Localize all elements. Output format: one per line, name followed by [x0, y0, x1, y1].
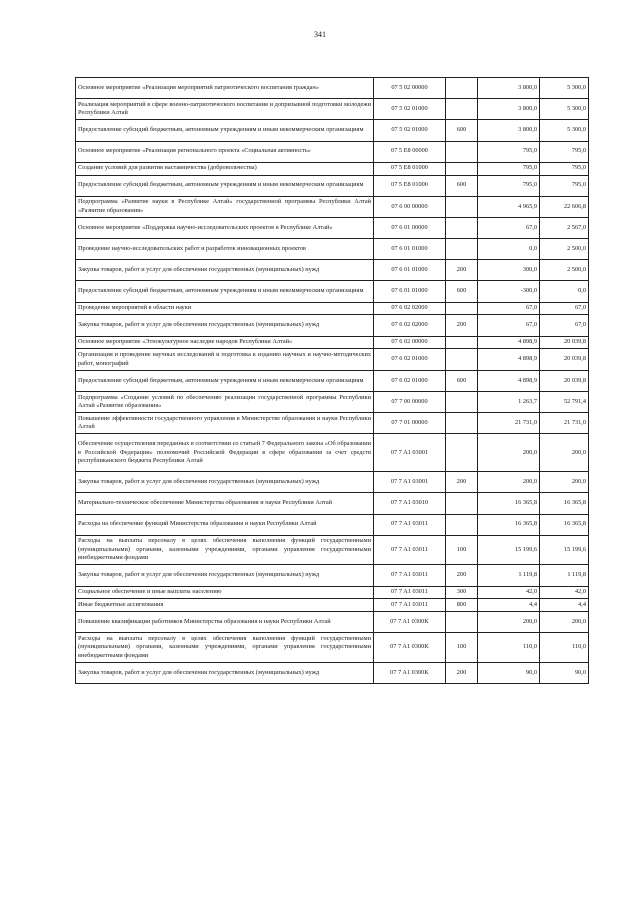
table-row [76, 336, 589, 349]
row-code-cell: 07 7 A1 03011 [374, 599, 446, 612]
row-expense-type-cell: 200 [446, 565, 478, 586]
row-sum-2020-cell: 300,0 [478, 260, 540, 281]
table-row [76, 565, 589, 586]
table-row [76, 315, 589, 336]
row-sum-2021-cell: 52 791,4 [540, 391, 589, 412]
table-row [76, 514, 589, 535]
table-row [76, 370, 589, 391]
row-sum-2020-cell: 795,0 [478, 175, 540, 196]
row-expense-type-cell [446, 78, 478, 99]
row-name-cell: Проведение мероприятий в области науки [76, 302, 374, 315]
row-expense-type-cell [446, 217, 478, 238]
row-sum-2021-cell: 1 119,8 [540, 565, 589, 586]
row-sum-2020-cell: 42,0 [478, 586, 540, 599]
row-sum-2020-cell: 1 263,7 [478, 391, 540, 412]
row-sum-2021-cell: 5 300,0 [540, 99, 589, 120]
row-code-cell: 07 7 A1 03011 [374, 565, 446, 586]
row-sum-2020-cell: 15 199,6 [478, 535, 540, 565]
row-code-cell: 07 7 A1 03011 [374, 514, 446, 535]
row-sum-2021-cell: 5 300,0 [540, 120, 589, 141]
row-expense-type-cell: 800 [446, 599, 478, 612]
row-name-cell: Подпрограмма «Развитие науки в Республике Алтай» государственной программы Республики Алтай «Развитие образования» [76, 196, 374, 217]
row-expense-type-cell: 600 [446, 175, 478, 196]
row-sum-2021-cell: 67,0 [540, 315, 589, 336]
row-code-cell: 07 6 02 01000 [374, 349, 446, 370]
row-expense-type-cell: 200 [446, 472, 478, 493]
budget-table [75, 77, 589, 684]
row-code-cell: 07 7 A1 03011 [374, 586, 446, 599]
row-expense-type-cell [446, 336, 478, 349]
row-code-cell: 07 7 A1 0300K [374, 662, 446, 683]
table-row [76, 472, 589, 493]
row-name-cell: Закупка товаров, работ и услуг для обеспечения государственных (муниципальных) нужд [76, 472, 374, 493]
row-name-cell: Основное мероприятие «Поддержка научно-исследовательских проектов в Республике Алтай» [76, 217, 374, 238]
row-expense-type-cell: 600 [446, 120, 478, 141]
row-sum-2021-cell: 15 199,6 [540, 535, 589, 565]
row-expense-type-cell: 100 [446, 535, 478, 565]
table-row [76, 217, 589, 238]
table-row [76, 434, 589, 472]
row-sum-2020-cell: 67,0 [478, 217, 540, 238]
row-sum-2021-cell: 200,0 [540, 472, 589, 493]
row-expense-type-cell [446, 413, 478, 434]
row-sum-2021-cell: 0,0 [540, 281, 589, 302]
row-sum-2020-cell: 3 800,0 [478, 78, 540, 99]
table-row [76, 78, 589, 99]
row-code-cell: 07 6 02 01000 [374, 370, 446, 391]
row-code-cell: 07 6 01 01000 [374, 281, 446, 302]
row-sum-2020-cell: 67,0 [478, 315, 540, 336]
row-code-cell: 07 7 A1 03011 [374, 535, 446, 565]
row-sum-2021-cell: 2 567,0 [540, 217, 589, 238]
table-row [76, 120, 589, 141]
row-sum-2021-cell: 16 365,8 [540, 514, 589, 535]
row-expense-type-cell: 200 [446, 260, 478, 281]
row-sum-2020-cell: 200,0 [478, 612, 540, 633]
row-expense-type-cell [446, 302, 478, 315]
row-code-cell: 07 6 02 00000 [374, 336, 446, 349]
row-code-cell: 07 6 01 00000 [374, 217, 446, 238]
row-name-cell: Расходы на выплаты персоналу в целях обеспечения выполнения функций государственными (муниципальными) органами, казенными учреждениями, органами управления государственными внебюджетными фондами [76, 535, 374, 565]
row-sum-2020-cell: 4 898,9 [478, 336, 540, 349]
row-name-cell: Основное мероприятие «Реализация регионального проекта «Социальная активность» [76, 141, 374, 162]
table-row [76, 586, 589, 599]
row-name-cell: Закупка товаров, работ и услуг для обеспечения государственных (муниципальных) нужд [76, 565, 374, 586]
page-number: 341 [314, 30, 326, 39]
row-name-cell: Организация и проведение научных исследований и подготовка к изданию научных и научно-методических работ, монографий [76, 349, 374, 370]
table-row [76, 99, 589, 120]
row-sum-2021-cell: 16 365,8 [540, 493, 589, 514]
row-code-cell: 07 5 E8 01000 [374, 175, 446, 196]
row-sum-2020-cell: 795,0 [478, 141, 540, 162]
row-name-cell: Предоставление субсидий бюджетным, автономным учреждениям и иным некоммерческим организациям [76, 370, 374, 391]
row-sum-2020-cell: 4 898,9 [478, 349, 540, 370]
row-sum-2021-cell: 795,0 [540, 175, 589, 196]
table-row [76, 612, 589, 633]
row-name-cell: Обеспечение осуществления переданных в соответствии со статьей 7 Федерального закона «Об образовании в Российской Федерации» полномочий Российской Федерации в сфере образования за счет средств республиканского бюджета Республики Алтай [76, 434, 374, 472]
table-row [76, 493, 589, 514]
row-name-cell: Основное мероприятие «Реализация мероприятий патриотического воспитания граждан» [76, 78, 374, 99]
table-row [76, 196, 589, 217]
row-name-cell: Предоставление субсидий бюджетным, автономным учреждениям и иным некоммерческим организациям [76, 281, 374, 302]
row-name-cell: Повышение квалификации работников Министерства образования и науки Республики Алтай [76, 612, 374, 633]
row-sum-2021-cell: 20 039,8 [540, 349, 589, 370]
row-sum-2021-cell: 90,0 [540, 662, 589, 683]
row-code-cell: 07 6 02 02000 [374, 302, 446, 315]
row-code-cell: 07 7 A1 03010 [374, 493, 446, 514]
row-code-cell: 07 5 02 00000 [374, 78, 446, 99]
row-sum-2021-cell: 200,0 [540, 434, 589, 472]
table-row [76, 162, 589, 175]
row-code-cell: 07 5 02 01000 [374, 99, 446, 120]
row-expense-type-cell [446, 196, 478, 217]
row-sum-2021-cell: 2 500,0 [540, 260, 589, 281]
row-sum-2021-cell: 795,0 [540, 141, 589, 162]
row-name-cell: Закупка товаров, работ и услуг для обеспечения государственных (муниципальных) нужд [76, 315, 374, 336]
row-expense-type-cell [446, 434, 478, 472]
row-sum-2020-cell: 4,4 [478, 599, 540, 612]
row-sum-2020-cell: 4 898,9 [478, 370, 540, 391]
row-expense-type-cell: 600 [446, 281, 478, 302]
row-code-cell: 07 6 02 02000 [374, 315, 446, 336]
table-row [76, 599, 589, 612]
row-name-cell: Социальное обеспечение и иные выплаты населению [76, 586, 374, 599]
row-sum-2020-cell: 16 365,8 [478, 514, 540, 535]
row-expense-type-cell [446, 99, 478, 120]
table-row [76, 281, 589, 302]
row-code-cell: 07 6 01 01000 [374, 260, 446, 281]
row-name-cell: Расходы на выплаты персоналу в целях обеспечения выполнения функций государственными (муниципальными) органами, казенными учреждениями, органами управления государственными внебюджетными фондами [76, 633, 374, 663]
row-name-cell: Проведение научно-исследовательских работ и разработок инновационных проектов [76, 239, 374, 260]
row-sum-2021-cell: 21 731,0 [540, 413, 589, 434]
row-name-cell: Закупка товаров, работ и услуг для обеспечения государственных (муниципальных) нужд [76, 662, 374, 683]
table-row [76, 391, 589, 412]
row-code-cell: 07 7 A1 0300K [374, 633, 446, 663]
row-name-cell: Создание условий для развития наставничества (добровольчества) [76, 162, 374, 175]
row-expense-type-cell: 200 [446, 662, 478, 683]
row-expense-type-cell: 100 [446, 633, 478, 663]
table-row [76, 535, 589, 565]
row-sum-2021-cell: 42,0 [540, 586, 589, 599]
table-row [76, 349, 589, 370]
row-expense-type-cell [446, 493, 478, 514]
row-expense-type-cell: 600 [446, 370, 478, 391]
row-code-cell: 07 5 E8 00000 [374, 141, 446, 162]
row-code-cell: 07 7 A1 03001 [374, 434, 446, 472]
table-row [76, 175, 589, 196]
table-row [76, 662, 589, 683]
row-sum-2020-cell: 110,0 [478, 633, 540, 663]
row-name-cell: Предоставление субсидий бюджетным, автономным учреждениям и иным некоммерческим организациям [76, 175, 374, 196]
row-name-cell: Расходы на обеспечение функций Министерства образования и науки Республики Алтай [76, 514, 374, 535]
row-expense-type-cell: 200 [446, 315, 478, 336]
row-sum-2020-cell: 90,0 [478, 662, 540, 683]
row-sum-2021-cell: 110,0 [540, 633, 589, 663]
row-sum-2021-cell: 22 606,8 [540, 196, 589, 217]
row-name-cell: Предоставление субсидий бюджетным, автономным учреждениям и иным некоммерческим организациям [76, 120, 374, 141]
row-sum-2020-cell: 16 365,8 [478, 493, 540, 514]
row-sum-2021-cell: 20 039,8 [540, 336, 589, 349]
row-code-cell: 07 7 01 00000 [374, 413, 446, 434]
row-expense-type-cell [446, 349, 478, 370]
row-sum-2021-cell: 795,0 [540, 162, 589, 175]
table-body [76, 78, 589, 684]
row-sum-2020-cell: 3 800,0 [478, 120, 540, 141]
row-expense-type-cell [446, 162, 478, 175]
row-sum-2020-cell: 67,0 [478, 302, 540, 315]
row-sum-2020-cell: 1 119,8 [478, 565, 540, 586]
row-sum-2021-cell: 5 300,0 [540, 78, 589, 99]
row-name-cell: Основное мероприятие «Этнокультурное наследие народов Республики Алтай» [76, 336, 374, 349]
row-expense-type-cell: 300 [446, 586, 478, 599]
row-code-cell: 07 7 00 00000 [374, 391, 446, 412]
row-sum-2020-cell: 0,0 [478, 239, 540, 260]
table-row [76, 260, 589, 281]
row-name-cell: Подпрограмма «Создание условий по обеспечению реализации государственной программы Республики Алтай «Развитие образования» [76, 391, 374, 412]
row-code-cell: 07 6 00 00000 [374, 196, 446, 217]
row-name-cell: Повышение эффективности государственного управления в Министерстве образования и науки Республики Алтай [76, 413, 374, 434]
table-row [76, 633, 589, 663]
row-expense-type-cell [446, 612, 478, 633]
row-code-cell: 07 7 A1 03001 [374, 472, 446, 493]
row-expense-type-cell [446, 239, 478, 260]
row-sum-2021-cell: 4,4 [540, 599, 589, 612]
row-sum-2021-cell: 200,0 [540, 612, 589, 633]
row-name-cell: Материально-техническое обеспечение Министерства образования и науки Республики Алтай [76, 493, 374, 514]
row-name-cell: Закупка товаров, работ и услуг для обеспечения государственных (муниципальных) нужд [76, 260, 374, 281]
row-expense-type-cell [446, 141, 478, 162]
row-expense-type-cell [446, 391, 478, 412]
row-code-cell: 07 5 02 01000 [374, 120, 446, 141]
row-sum-2020-cell: 21 731,0 [478, 413, 540, 434]
row-sum-2020-cell: 200,0 [478, 434, 540, 472]
row-sum-2020-cell: 3 800,0 [478, 99, 540, 120]
row-code-cell: 07 6 01 01000 [374, 239, 446, 260]
table-row [76, 302, 589, 315]
row-sum-2021-cell: 67,0 [540, 302, 589, 315]
row-sum-2020-cell: 4 965,9 [478, 196, 540, 217]
table-row [76, 239, 589, 260]
row-sum-2020-cell: 795,0 [478, 162, 540, 175]
row-expense-type-cell [446, 514, 478, 535]
row-name-cell: Реализация мероприятий в сфере военно-патриотического воспитания и допризывной подготовки молодежи Республики Алтай [76, 99, 374, 120]
row-name-cell: Иные бюджетные ассигнования [76, 599, 374, 612]
table-row [76, 413, 589, 434]
row-sum-2021-cell: 2 500,0 [540, 239, 589, 260]
row-code-cell: 07 7 A1 0300K [374, 612, 446, 633]
table-row [76, 141, 589, 162]
row-sum-2021-cell: 20 039,8 [540, 370, 589, 391]
row-sum-2020-cell: -300,0 [478, 281, 540, 302]
row-sum-2020-cell: 200,0 [478, 472, 540, 493]
row-code-cell: 07 5 E8 01000 [374, 162, 446, 175]
